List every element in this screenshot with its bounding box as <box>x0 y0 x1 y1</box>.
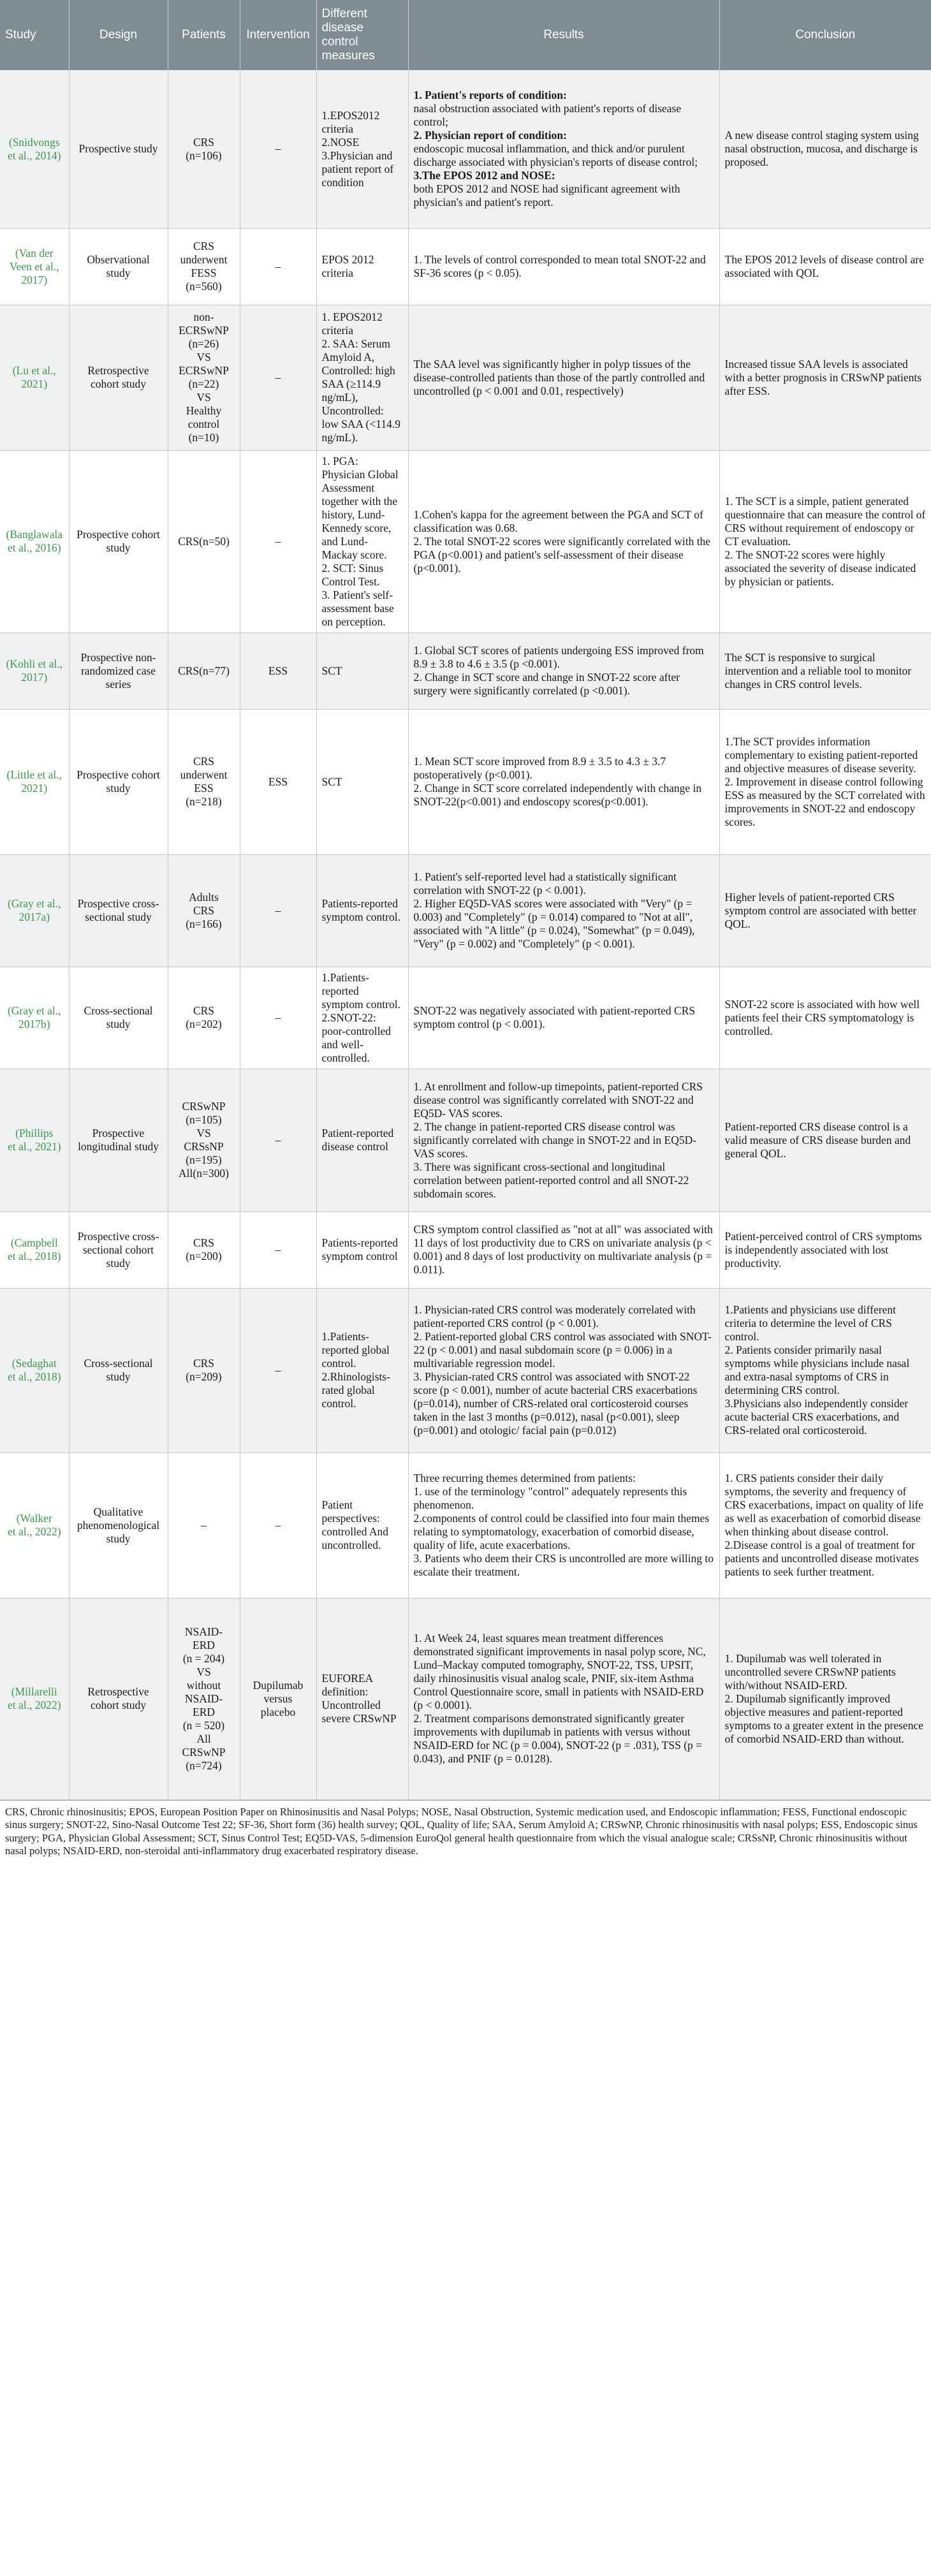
measures-line: 1.EPOS2012 criteria <box>321 108 380 135</box>
patients-line: CRS <box>193 904 215 917</box>
patients-line: CRS <box>193 1236 215 1249</box>
patients-line: VS <box>196 1665 211 1678</box>
measures-line: EPOS 2012 criteria <box>321 253 374 279</box>
measures-line: SCT <box>321 664 342 677</box>
measures-line: Patient perspectives: controlled And uncontrolled. <box>321 1498 388 1551</box>
study-citation-cell[interactable] <box>0 633 69 709</box>
results-cell <box>408 1598 719 1799</box>
conclusion-line: 2.Disease control is a goal of treatment for patients and uncontrolled disease motivates patients to seek further treatment. <box>724 1539 919 1578</box>
patients-line: ECRSwNP <box>179 324 229 337</box>
results-line: 1. Mean SCT score improved from 8.9 ± 3.5 to 4.3 ± 3.7 postoperatively (p<0.001). <box>413 755 666 781</box>
study-citation-line: (Snidvongs <box>8 135 60 149</box>
results-line: 1. use of the terminology "control" adequately represents this phenomenon. <box>413 1485 687 1511</box>
table-row <box>0 1453 931 1598</box>
measures-line: 2. SAA: Serum Amyloid A, Controlled: high SAA (≥114.9 ng/mL), Uncontrolled: low SAA (<114.9 ng/mL). <box>321 337 400 444</box>
study-citation-line: Veen et al., <box>9 260 59 273</box>
results-cell <box>408 305 719 450</box>
study-citation-line: et al., 2022) <box>7 1525 61 1538</box>
study-citation-cell[interactable] <box>0 967 69 1069</box>
patients-line: (n=200) <box>186 1250 222 1262</box>
study-citation-cell[interactable] <box>0 1288 69 1453</box>
study-citation-cell[interactable] <box>0 1598 69 1799</box>
patients-line: (n=10) <box>188 431 219 444</box>
measures-cell <box>316 1211 408 1288</box>
patients-cell <box>168 228 240 305</box>
study-citation-line: (Lu et al., <box>12 364 56 377</box>
patients-line: (n=22) <box>188 377 219 390</box>
study-citation-line: 2021) <box>21 782 48 794</box>
conclusion-cell <box>719 1598 931 1799</box>
patients-line: Healthy <box>186 404 222 417</box>
results-line: 2. The total SNOT-22 scores were significantly correlated with the PGA (p<0.001) and patient's self-assessment of their disease (p<0.001). <box>413 534 711 574</box>
conclusion-line: The SCT is responsive to surgical intervention and a reliable tool to monitor changes in CRS control levels. <box>724 650 912 691</box>
measures-cell <box>316 70 408 228</box>
patients-cell <box>168 1598 240 1799</box>
patients-line: (n=218) <box>186 795 222 808</box>
conclusion-cell <box>719 1288 931 1453</box>
patients-line: CRS <box>193 240 215 252</box>
measures-cell <box>316 967 408 1069</box>
intervention-cell: – <box>240 1288 316 1453</box>
patients-cell <box>168 854 240 967</box>
header-conclusion: Conclusion <box>719 0 931 70</box>
study-citation-line: (Campbell <box>10 1236 58 1249</box>
patients-line: (n=26) <box>188 337 219 350</box>
conclusion-line: Patient-reported CRS disease control is a valid measure of CRS disease burden and general QOL. <box>724 1120 911 1160</box>
intervention-cell: ESS <box>240 709 316 854</box>
patients-cell <box>168 967 240 1069</box>
design-cell: Observational study <box>69 228 168 305</box>
results-cell <box>408 633 719 709</box>
patients-line: (n=202) <box>186 1018 222 1030</box>
measures-line: 2.NOSE <box>321 135 360 149</box>
conclusion-line: Increased tissue SAA levels is associated with a better prognosis in CRSwNP patients after ESS. <box>724 357 922 397</box>
intervention-cell: – <box>240 70 316 228</box>
table-row <box>0 1211 931 1288</box>
conclusion-line: 1. The SCT is a simple, patient generated questionnaire that can measure the control of CRS without requirement of endoscopy or CT evaluation. <box>724 494 926 548</box>
results-line: 3.The EPOS 2012 and NOSE: <box>413 169 555 182</box>
intervention-cell: – <box>240 967 316 1069</box>
patients-line: CRS <box>193 1357 215 1370</box>
measures-cell <box>316 633 408 709</box>
study-citation-cell[interactable] <box>0 70 69 228</box>
measures-line: EUFOREA definition: Uncontrolled severe CRSwNP <box>321 1672 397 1725</box>
study-citation-cell[interactable] <box>0 1211 69 1288</box>
measures-line: 1.Patients-reported global control. <box>321 1330 390 1370</box>
results-line: SNOT-22 was negatively associated with patient-reported CRS symptom control (p < 0.001). <box>413 1004 696 1030</box>
conclusion-line: The EPOS 2012 levels of disease control are associated with QOL <box>724 253 924 279</box>
study-citation-cell[interactable] <box>0 709 69 854</box>
conclusion-line: A new disease control staging system using nasal obstruction, mucosa, and discharge is proposed. <box>724 129 919 169</box>
patients-line: (n=106) <box>186 149 222 162</box>
design-cell: Prospective cross-sectional study <box>69 854 168 967</box>
patients-line: underwent <box>180 768 228 781</box>
results-line: 1. The levels of control corresponded to mean total SNOT-22 and SF-36 scores (p < 0.05). <box>413 253 706 279</box>
patients-line: underwent <box>180 253 228 266</box>
header-design: Design <box>69 0 168 70</box>
measures-line: 3. Patient's self-assessment base on perception. <box>321 588 394 628</box>
table-body <box>0 70 931 1799</box>
results-line: 3. Physician-rated CRS control was associated with SNOT-22 score (p < 0.001), number of acute bacterial CRS exacerbations (p=0.014), number of CRS-related oral corticosteroid courses taken in the last 3 months (p=0.012), nasal (p<0.001), sleep (p=0.001) and otologic/ facial pain (p=0.012) <box>413 1370 698 1437</box>
conclusion-cell <box>719 709 931 854</box>
study-citation-line: et al., 2016) <box>7 541 61 554</box>
table-row <box>0 967 931 1069</box>
results-cell <box>408 1069 719 1211</box>
study-citation-line: (Banglawala <box>6 528 62 541</box>
results-line: 1. Patient's reports of condition: <box>413 89 567 102</box>
results-cell <box>408 1288 719 1453</box>
patients-line: (n=560) <box>186 280 222 293</box>
measures-line: Patients-reported symptom control. <box>321 897 400 923</box>
results-line: 3. Patients who deem their CRS is uncontrolled are more willing to escalate their treatment. <box>413 1552 714 1578</box>
measures-cell <box>316 1453 408 1598</box>
patients-cell <box>168 305 240 450</box>
table-row <box>0 854 931 967</box>
study-citation-line: (Walker <box>16 1512 52 1525</box>
measures-cell <box>316 1288 408 1453</box>
patients-cell <box>168 1069 240 1211</box>
measures-cell <box>316 854 408 967</box>
patients-line: (n=166) <box>186 917 222 930</box>
study-citation-line: (Kohli et al., <box>6 657 62 670</box>
conclusion-cell <box>719 967 931 1069</box>
conclusion-line: 1. Dupilumab was well tolerated in uncontrolled severe CRSwNP patients with/without NSAID-ERD. <box>724 1651 896 1692</box>
results-line: CRS symptom control classified as "not at all" was associated with 11 days of lost productivity due to CRS on univariate analysis (p < 0.001) and 8 days of lost productivity on multivariate analysis (p = 0.011). <box>413 1223 713 1276</box>
study-citation-line: (Sedaghat <box>11 1357 57 1370</box>
study-citation-cell[interactable] <box>0 1453 69 1598</box>
table-row <box>0 709 931 854</box>
results-cell <box>408 967 719 1069</box>
study-citation-line: et al., 2014) <box>7 149 61 162</box>
results-line: 2.components of control could be classified into four main themes relating to symptomatology, exacerbation of comorbid disease, quality of life, acute exacerbations. <box>413 1512 710 1551</box>
table-row <box>0 1288 931 1453</box>
results-line: 2. Higher EQ5D-VAS scores were associated with "Very" (p = 0.003) and "Completely" (p = 0.014) compared to "Not at all", associated with "A little" (p = 0.024), "Somewhat" (p = 0.049), "Very" (p = 0.002) and "Completely" (p < 0.001). <box>413 897 695 950</box>
patients-line: without <box>186 1678 221 1692</box>
study-citation-line: 2017b) <box>18 1018 50 1030</box>
study-citation-line: 2017) <box>21 273 48 286</box>
measures-cell <box>316 1069 408 1211</box>
study-citation-line: (Little et al., <box>6 768 62 781</box>
header-study: Study <box>0 0 69 70</box>
results-line: 3. There was significant cross-sectional and longitudinal correlation between patient-reported control and all SNOT-22 subdomain scores. <box>413 1160 689 1200</box>
patients-line: All <box>196 1732 211 1745</box>
results-line: 2. Change in SCT score and change in SNOT-22 score after surgery were significantly correlated (p <0.001). <box>413 671 680 697</box>
conclusion-cell <box>719 450 931 633</box>
design-cell: Prospective non-randomized case series <box>69 633 168 709</box>
conclusion-line: Higher levels of patient-reported CRS symptom control are associated with better QOL. <box>724 890 917 930</box>
study-citation-cell[interactable] <box>0 305 69 450</box>
study-citation-cell[interactable] <box>0 228 69 305</box>
patients-cell <box>168 1288 240 1453</box>
intervention-cell: Dupilumab versus placebo <box>240 1598 316 1799</box>
results-line: 1. Global SCT scores of patients undergoing ESS improved from 8.9 ± 3.8 to 4.6 ± 3.5 (p <0.001). <box>413 644 704 670</box>
results-line: 2. Change in SCT score correlated independently with change in SNOT-22(p<0.001) and endoscopy scores(p<0.001). <box>413 782 702 808</box>
design-cell: Prospective longitudinal study <box>69 1069 168 1211</box>
measures-line: Patients-reported symptom control <box>321 1236 399 1262</box>
patients-line: ERD <box>193 1705 215 1718</box>
results-line: 2. Patient-reported global CRS control was associated with SNOT-22 (p < 0.001) and nasal subdomain score (p = 0.006) in a multivariable regression model. <box>413 1330 712 1370</box>
study-citation-line: et al., 2018) <box>7 1370 61 1383</box>
design-cell: Prospective cohort study <box>69 450 168 633</box>
study-citation-line: (Van der <box>15 246 54 260</box>
design-cell: Qualitative phenomenological study <box>69 1453 168 1598</box>
patients-cell <box>168 1453 240 1598</box>
design-cell: Cross-sectional study <box>69 1288 168 1453</box>
patients-line: CRS <box>193 755 215 768</box>
study-citation-line: 2017a) <box>18 911 50 923</box>
conclusion-line: 2. The SNOT-22 scores were highly associated the severity of disease indicated by physician or patients. <box>724 548 916 588</box>
patients-line: non- <box>193 311 214 323</box>
patients-line: CRS(n=77) <box>178 664 230 677</box>
results-line: 1. At enrollment and follow-up timepoints, patient-reported CRS disease control was significantly correlated with SNOT-22 and EQ5D- VAS scores. <box>413 1079 703 1120</box>
intervention-cell: – <box>240 1211 316 1288</box>
intervention-cell: – <box>240 450 316 633</box>
conclusion-cell <box>719 1453 931 1598</box>
patients-line: control <box>187 418 220 430</box>
conclusion-cell <box>719 228 931 305</box>
patients-cell <box>168 633 240 709</box>
results-line: 1. Physician-rated CRS control was moderately correlated with patient-reported CRS control (p < 0.001). <box>413 1303 696 1329</box>
patients-line: ERD <box>193 1638 215 1651</box>
header-measures: Different disease control measures <box>316 0 408 70</box>
patients-line: CRSwNP <box>182 1745 226 1759</box>
patients-line: – <box>201 1518 207 1532</box>
study-citation-line: 2021) <box>21 377 48 390</box>
measures-line: 1. EPOS2012 criteria <box>321 311 383 337</box>
conclusion-line: 1.The SCT provides information complementary to existing patient-reported and objective measures of disease severity. <box>724 735 918 775</box>
intervention-cell: – <box>240 854 316 967</box>
study-citation-cell[interactable] <box>0 450 69 633</box>
table-row <box>0 1598 931 1799</box>
patients-line: (n = 204) <box>182 1651 225 1665</box>
measures-cell <box>316 450 408 633</box>
results-cell <box>408 709 719 854</box>
table-row <box>0 450 931 633</box>
results-cell <box>408 70 719 228</box>
header-intervention: Intervention <box>240 0 316 70</box>
study-citation-cell[interactable] <box>0 1069 69 1211</box>
measures-line: 2.Rhinologists-rated global control. <box>321 1370 390 1410</box>
design-cell: Cross-sectional study <box>69 967 168 1069</box>
patients-line: (n=195) <box>186 1153 222 1166</box>
patients-line: ECRSwNP <box>179 364 229 377</box>
conclusion-line: Patient-perceived control of CRS symptoms is independently associated with lost productivity. <box>724 1229 922 1270</box>
table-header-row <box>0 0 931 70</box>
design-cell: Retrospective cohort study <box>69 1598 168 1799</box>
results-line: 2. The change in patient-reported CRS disease control was significantly correlated with change in SNOT-22 and in EQ5D-VAS scores. <box>413 1120 697 1160</box>
patients-line: NSAID- <box>184 1625 223 1638</box>
patients-line: NSAID- <box>184 1692 223 1705</box>
study-citation-line: et al., 2021) <box>7 1140 61 1153</box>
conclusion-line: 2. Patients consider primarily nasal symptoms while physicians include nasal and extra-nasal symptoms of CRS in determining CRS control. <box>724 1343 910 1396</box>
conclusion-line: 1. CRS patients consider their daily symptoms, the severity and frequency of CRS exacerbations, impact on quality of life as well as exacerbation of comorbid disease when thinking about disease control. <box>724 1472 924 1538</box>
results-line: 1. Patient's self-reported level had a statistically significant correlation with SNOT-22 (p < 0.001). <box>413 870 677 896</box>
design-cell: Prospective cross-sectional cohort study <box>69 1211 168 1288</box>
patients-line: VS <box>196 391 211 404</box>
study-citation-line: (Gray et al., <box>7 1004 61 1017</box>
design-cell: Prospective study <box>69 70 168 228</box>
conclusion-cell <box>719 70 931 228</box>
intervention-cell: – <box>240 228 316 305</box>
patients-cell <box>168 450 240 633</box>
results-line: 2. Physician report of condition: <box>413 129 567 142</box>
conclusion-line: SNOT-22 score is associated with how well patients feel their CRS symptomatology is controlled. <box>724 997 920 1037</box>
results-cell <box>408 1453 719 1598</box>
patients-line: Adults <box>189 890 219 904</box>
results-line: Three recurring themes determined from patients: <box>413 1472 636 1484</box>
results-line: endoscopic mucosal inflammation, and thick and/or purulent discharge associated with physician's reports of disease control; <box>413 142 698 169</box>
measures-cell <box>316 305 408 450</box>
study-citation-line: et al., 2022) <box>7 1699 61 1711</box>
table-footnote: CRS, Chronic rhinosinusitis; EPOS, European Position Paper on Rhinosinusitis and Nasal Polyps; NOSE, Nasal Obstruction, Systemic medication used, and Endoscopic inflammation; FESS, Functional endoscopic sinus surgery; SNOT-22, Sino-Nasal Outcome Test 22; SF-36, Short form (36) health survey; QOL, Quality of life; SAA, Serum Amyloid A; CRSwNP, Chronic rhinosinusitis with nasal polyps; ESS, Endoscopic sinus surgery; PGA, Physician Global Assessment; SCT, Sinus Control Test; EQ5D-VAS, 5-dimension EuroQol general health questionnaire from which the visual analogue scale; CRSsNP, Chronic rhinosinusitis without nasal polyps; NSAID-ERD, non-steroidal anti-inflammatory drug exacerbated respiratory disease. <box>0 1800 931 1859</box>
table-row <box>0 633 931 709</box>
study-citation-line: (Gray et al., <box>7 897 61 910</box>
patients-line: (n = 520) <box>182 1718 225 1732</box>
patients-cell <box>168 709 240 854</box>
study-citation-line: 2017) <box>21 671 48 684</box>
table-row <box>0 70 931 228</box>
study-citation-line: (Phillips <box>15 1127 54 1139</box>
results-line: The SAA level was significantly higher in polyp tissues of the disease-controlled patients than those of the partly controlled and uncontrolled (p < 0.001 and 0.01, respectively) <box>413 357 705 397</box>
table-row <box>0 1069 931 1211</box>
patients-line: CRSwNP <box>182 1100 226 1113</box>
measures-cell <box>316 1598 408 1799</box>
measures-cell <box>316 709 408 854</box>
table-row <box>0 228 931 305</box>
conclusion-line: 2. Dupilumab significantly improved objective measures and patient-reported symptoms to a greater extent in the presence of comorbid NSAID-ERD than without. <box>724 1692 923 1745</box>
design-cell: Prospective cohort study <box>69 709 168 854</box>
conclusion-cell <box>719 854 931 967</box>
patients-line: CRSsNP <box>184 1140 224 1153</box>
patients-line: VS <box>196 1127 211 1139</box>
patients-line: CRS <box>193 135 215 149</box>
header-results: Results <box>408 0 719 70</box>
measures-line: SCT <box>321 775 342 788</box>
measures-line: 2.SNOT-22: poor-controlled and well-controlled. <box>321 1011 392 1064</box>
study-citation-line: et al., 2018) <box>7 1250 61 1262</box>
patients-cell <box>168 70 240 228</box>
patients-line: ESS <box>194 782 214 794</box>
patients-line: VS <box>196 351 211 363</box>
conclusion-cell <box>719 305 931 450</box>
results-cell <box>408 1211 719 1288</box>
conclusion-cell <box>719 1069 931 1211</box>
patients-line: CRS <box>193 1004 215 1017</box>
results-cell <box>408 854 719 967</box>
conclusion-line: 3.Physicians also independently consider acute bacterial CRS exacerbations, and CRS-related oral corticosteroid. <box>724 1397 909 1437</box>
results-line: 2. Treatment comparisons demonstrated significantly greater improvements with dupilumab in patients with versus without NSAID-ERD for NC (p = 0.004), SNOT-22 (p = .031), TSS (p = 0.043), and PNIF (p = 0.0128). <box>413 1712 703 1765</box>
results-line: nasal obstruction associated with patient's reports of disease control; <box>413 102 682 129</box>
intervention-cell: – <box>240 1453 316 1598</box>
intervention-cell: – <box>240 305 316 450</box>
header-patients: Patients <box>168 0 240 70</box>
study-citation-cell[interactable] <box>0 854 69 967</box>
table-row <box>0 305 931 450</box>
intervention-cell: – <box>240 1069 316 1211</box>
conclusion-cell <box>719 1211 931 1288</box>
conclusion-cell <box>719 633 931 709</box>
patients-line: (n=209) <box>186 1370 222 1383</box>
measures-line: 1. PGA: Physician Global Assessment together with the history, Lund-Kennedy score, and Lund-Mackay score. <box>321 454 399 561</box>
measures-line: 1.Patients-reported symptom control. <box>321 970 400 1011</box>
patients-line: FESS <box>191 267 217 279</box>
measures-line: 2. SCT: Sinus Control Test. <box>321 561 384 588</box>
patients-line: CRS(n=50) <box>178 534 230 548</box>
patients-line: (n=105) <box>186 1113 222 1126</box>
design-cell: Retrospective cohort study <box>69 305 168 450</box>
patients-line: All(n=300) <box>179 1167 229 1180</box>
measures-cell <box>316 228 408 305</box>
conclusion-line: 2. Improvement in disease control following ESS as measured by the SCT correlated with improvements in SNOT-22 and endoscopy scores. <box>724 775 925 828</box>
results-line: 1. At Week 24, least squares mean treatment differences demonstrated significant improvements in nasal polyp score, NC, Lund–Mackay computed tomography, SNOT-22, TSS, UPSIT, daily rhinosinusitis visual analog scale, PNIF, six-item Asthma Control Questionnaire score, small in patients with NSAID-ERD (p < 0.0001). <box>413 1632 706 1711</box>
patients-line: (n=724) <box>186 1759 222 1772</box>
conclusion-line: 1.Patients and physicians use different criteria to determine the level of CRS control. <box>724 1303 896 1343</box>
measures-line: 3.Physician and patient report of condition <box>321 149 394 189</box>
patients-cell <box>168 1211 240 1288</box>
results-cell <box>408 450 719 633</box>
intervention-cell: ESS <box>240 633 316 709</box>
results-line: 1.Cohen's kappa for the agreement between the PGA and SCT of classification was 0.68. <box>413 508 703 534</box>
results-line: both EPOS 2012 and NOSE had significant agreement with physician's and patient's report. <box>413 182 680 209</box>
study-citation-line: (Millarelli <box>11 1685 57 1698</box>
results-cell <box>408 228 719 305</box>
measures-line: Patient-reported disease control <box>321 1127 394 1153</box>
